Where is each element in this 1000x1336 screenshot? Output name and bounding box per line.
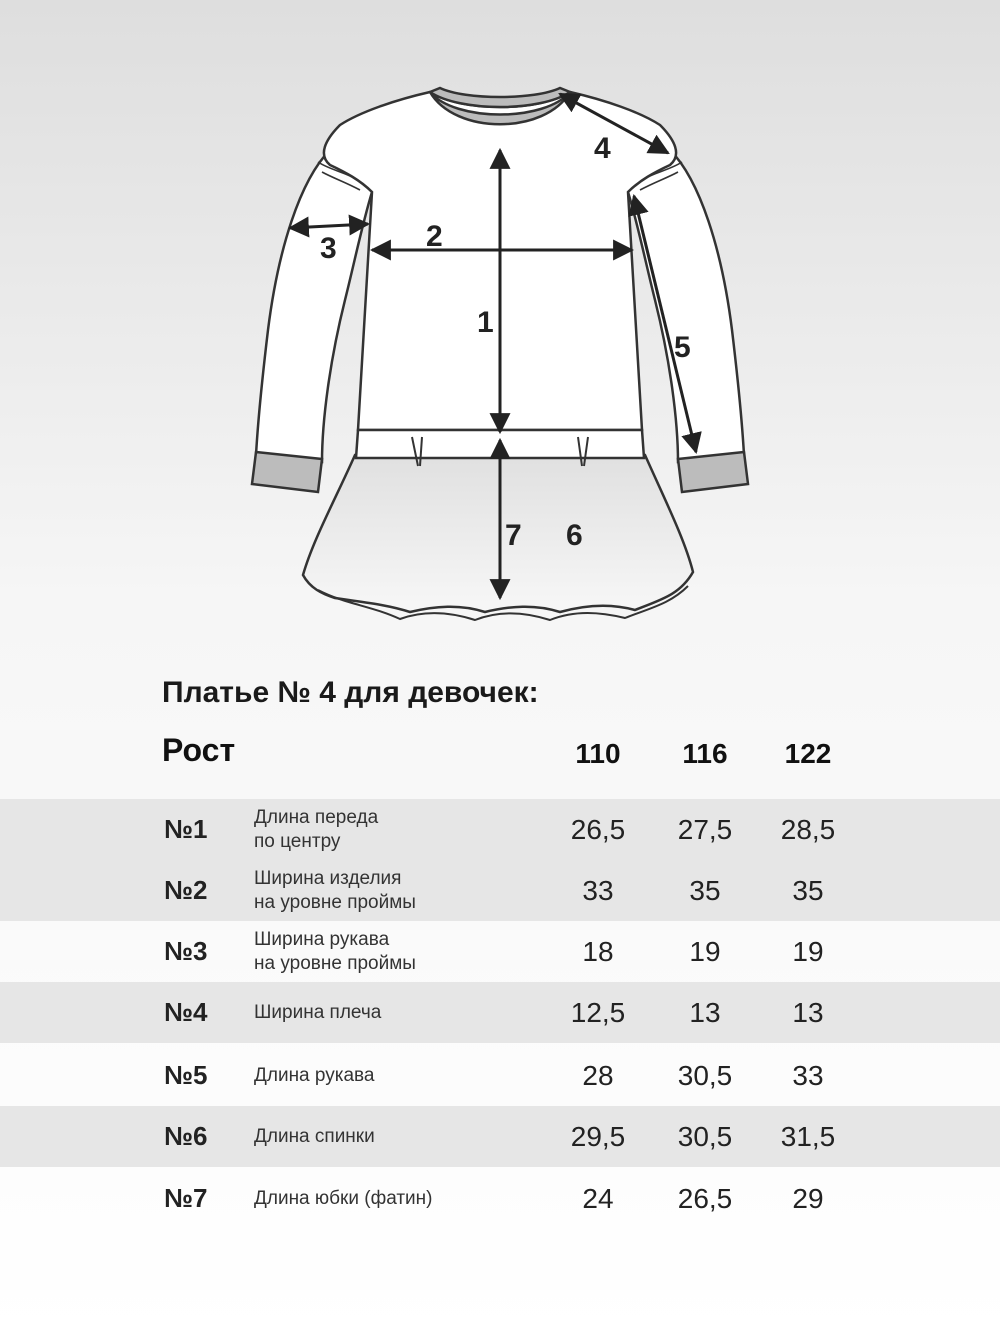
skirt-outline [303,455,693,612]
row-value-122: 35 [792,875,824,906]
row-value-116: 27,5 [677,814,733,845]
row-number: №6 [164,1121,208,1151]
row-description [254,921,554,982]
row-description-line: по центру [254,830,341,852]
row-value-122: 33 [792,1060,824,1091]
row-description [254,799,554,860]
row-description-line: на уровне проймы [254,891,416,913]
row-description-line: на уровне проймы [254,952,416,974]
row-number: №1 [164,814,208,844]
row-value-122: 13 [792,997,824,1028]
page-title: Платье № 4 для девочек: [162,676,539,709]
row-description-line: Длина рукава [254,1064,375,1086]
row-description [254,860,554,921]
size-header-110: 110 [575,738,621,769]
row-value-116: 19 [689,936,721,967]
row-value-116: 26,5 [677,1183,733,1214]
row-value-122: 31,5 [780,1121,836,1152]
row-description [254,982,554,1043]
table-row [0,982,1000,1043]
row-description-line: Длина переда [254,806,379,828]
row-value-122: 29 [792,1183,824,1214]
row-value-122: 28,5 [780,814,836,845]
row-value-122: 19 [792,936,824,967]
row-description-line: Ширина плеча [254,1001,382,1023]
measure-4-label: 4 [594,132,611,165]
table-row [0,1106,1000,1167]
row-value-110: 12,5 [570,997,626,1028]
row-description [254,1168,554,1229]
measure-2-label: 2 [426,220,443,253]
row-value-110: 28 [582,1060,614,1091]
row-number: №2 [164,875,208,905]
row-value-110: 24 [582,1183,614,1214]
row-value-110: 29,5 [570,1121,626,1152]
row-value-110: 26,5 [570,814,626,845]
measure-6-label: 6 [566,519,583,552]
measure-5-label: 5 [674,331,691,364]
row-description-line: Ширина изделия [254,867,402,889]
row-description-line: Длина спинки [254,1125,375,1147]
row-value-116: 30,5 [677,1121,733,1152]
table-row [0,921,1000,982]
row-number: №7 [164,1183,208,1213]
dress-diagram [0,0,1000,640]
table-row [0,1045,1000,1106]
row-number: №4 [164,997,208,1027]
height-header-label: Рост [162,732,236,768]
right-cuff [678,452,748,492]
row-value-110: 18 [582,936,614,967]
row-value-116: 35 [689,875,721,906]
size-header-122: 122 [784,738,832,769]
size-header-116: 116 [682,738,728,769]
row-description-line: Длина юбки (фатин) [254,1187,433,1209]
row-description-line: Ширина рукава [254,928,390,950]
row-number: №3 [164,936,208,966]
row-description [254,1045,554,1106]
row-description [254,1106,554,1167]
table-header [0,732,1000,776]
left-cuff [252,452,322,492]
table-row [0,860,1000,921]
table-row [0,799,1000,860]
left-sleeve [256,150,372,462]
row-value-116: 30,5 [677,1060,733,1091]
table-row [0,1168,1000,1229]
row-number: №5 [164,1060,208,1090]
measure-3-label: 3 [320,232,337,265]
measure-1-label: 1 [477,306,494,339]
row-value-110: 33 [582,875,614,906]
row-value-116: 13 [689,997,721,1028]
measure-7-label: 7 [505,519,522,552]
